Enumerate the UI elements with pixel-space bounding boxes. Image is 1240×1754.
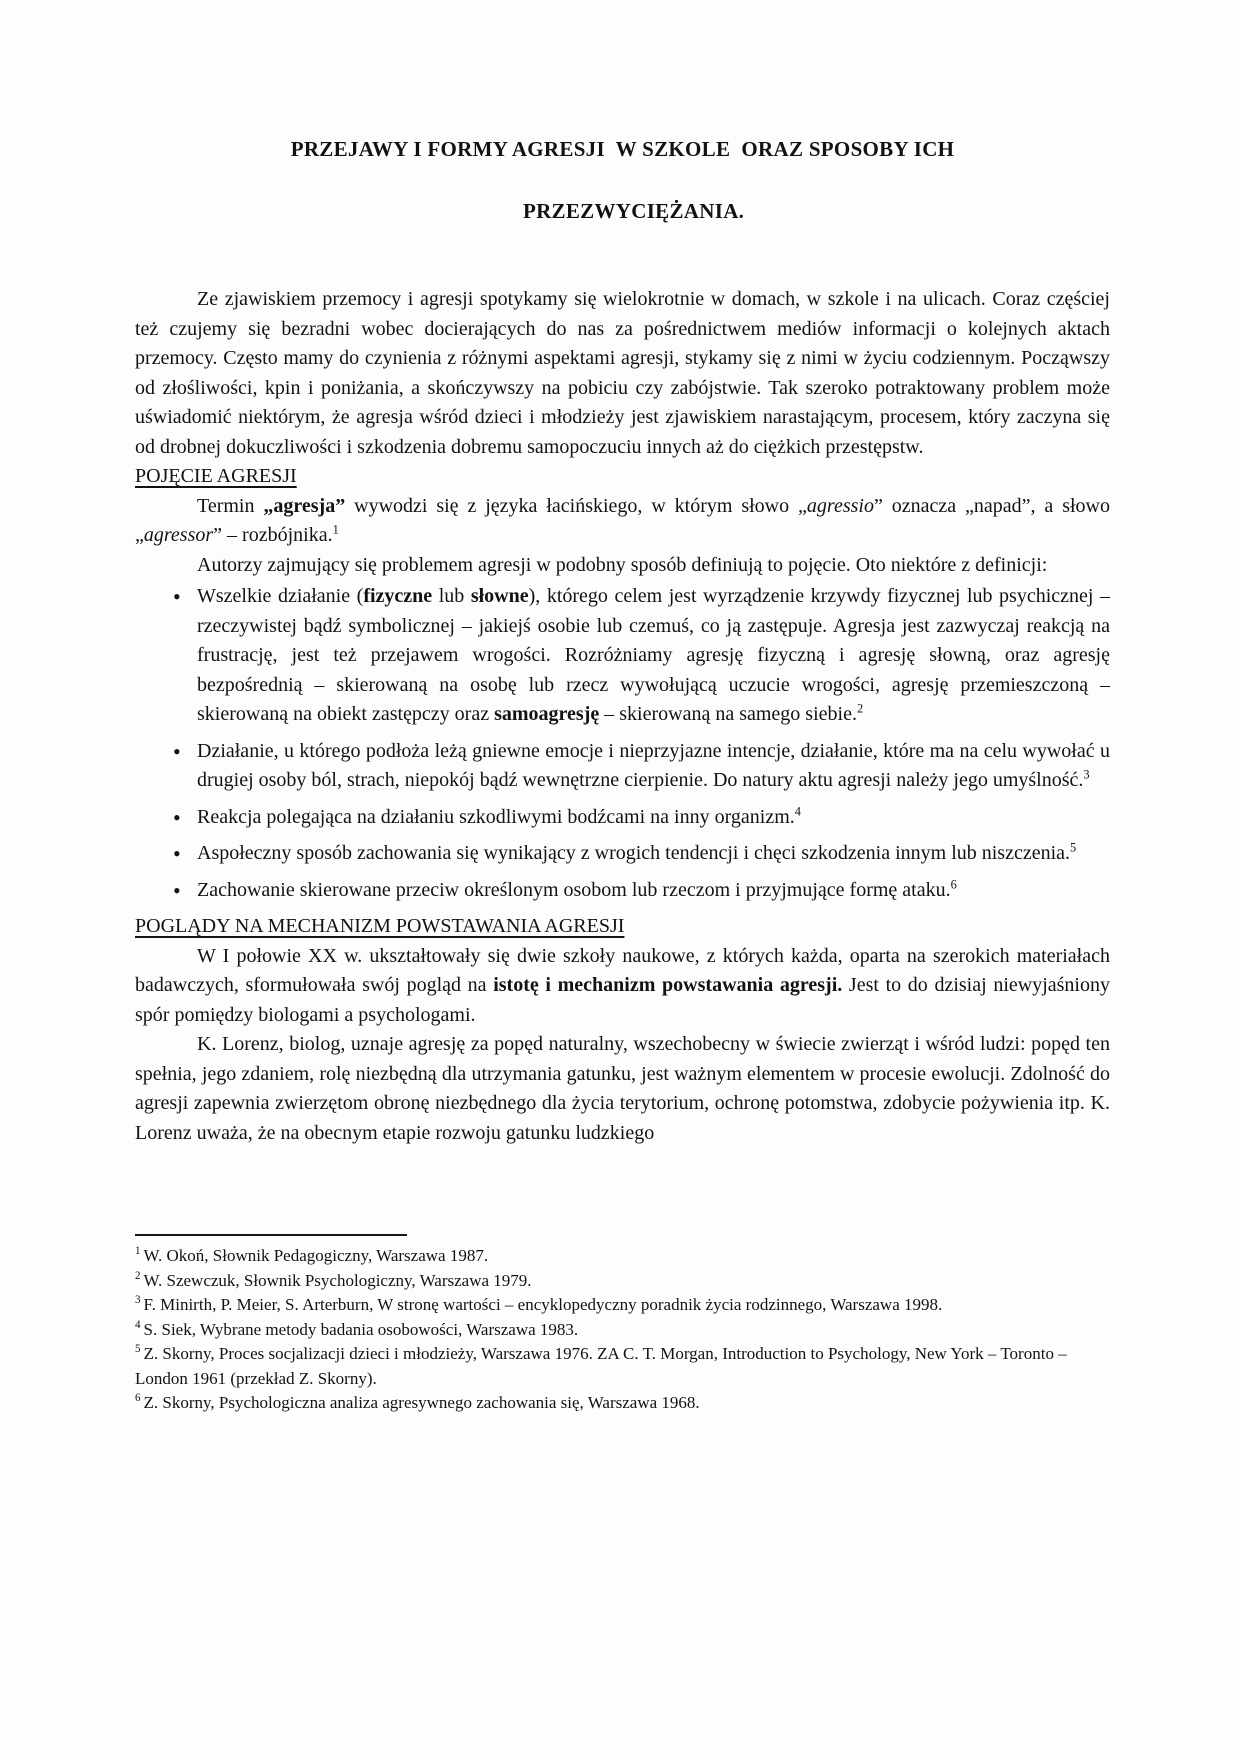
text-run: Jest to do dzisiaj niewyjaśniony spór pomiędzy biologami a psychologami. xyxy=(135,974,1110,1026)
footnote-4 xyxy=(135,1318,1110,1343)
footnote-1 xyxy=(135,1244,1110,1269)
footnote-reference: 5 xyxy=(1070,840,1077,855)
list-item xyxy=(173,803,1110,833)
text-run: Działanie, u którego podłoża leżą gniewne emocje i nieprzyjazne intencje, działanie, które ma na celu wywołać u drugiej osoby ból, strach, niepokój bądź wewnętrzne cierpienie. Do natury aktu agresji należy jego umyślność. xyxy=(197,739,1110,791)
footnote-number: 2 xyxy=(135,1269,141,1282)
footnote-text: Z. Skorny, Proces socjalizacji dzieci i młodzieży, Warszawa 1976. ZA C. T. Morgan, Introduction to Psychology, New York – Toronto – London 1961 (przekład Z. Skorny). xyxy=(135,1344,1067,1388)
text-run: W I połowie XX w. ukształtowały się dwie szkoły naukowe, z których każda, oparta na szerokich materiałach badawczych, sformułowała swój pogląd na xyxy=(135,944,1110,996)
paragraph-autorzy xyxy=(135,551,1110,581)
footnote-text: F. Minirth, P. Meier, S. Arterburn, W stronę wartości – encyklopedyczny poradnik życia rodzinnego, Warszawa 1998. xyxy=(143,1295,943,1314)
footnote-number: 6 xyxy=(135,1392,141,1405)
footnote-number: 5 xyxy=(135,1343,141,1356)
paragraph-intro xyxy=(135,285,1110,462)
footnote-number: 1 xyxy=(135,1245,141,1258)
text-run: fizyczne xyxy=(363,585,433,607)
text-run: lub xyxy=(432,585,471,607)
list-item xyxy=(173,582,1110,730)
text-run: Wszelkie działanie ( xyxy=(197,585,364,607)
footnote-reference: 2 xyxy=(856,701,864,716)
text-run: K. Lorenz, biolog, uznaje agresję za popęd naturalny, wszechobecny w świecie zwierząt i wśród ludzi: popęd ten spełnia, jego zdaniem, rolę niezbędną dla utrzymania gatunku, jest ważnym elementem w procesie ewolucji. Zdolność do agresji zapewnia zwierzętom obronę niezbędnego dla życia terytorium, ochronę potomstwa, zdobycie pożywienia itp. K. Lorenz uważa, że na obecnym etapie rozwoju gatunku ludzkiego xyxy=(135,1033,1110,1144)
definition-list xyxy=(135,582,1110,905)
text-run: ” oznacza „napad”, a słowo „ xyxy=(135,494,1110,546)
text-run: ), którego celem jest wyrządzenie krzywdy fizycznej lub psychicznej – rzeczywistej bądź symbolicznej – jakiejś osobie lub czemuś, co ją zastępuje. Agresja jest zazwyczaj reakcją na frustrację, jest też przejawem wrogości. Rozróżniamy agresję fizyczną i agresję słowną, oraz agresję bezpośrednią – skierowaną na osobę lub rzecz wywołującą uczucie wrogości, agresję przemieszczoną – skierowaną na obiekt zastępczy oraz xyxy=(197,585,1110,725)
footnotes-section xyxy=(135,1234,1110,1416)
footnote-text: S. Siek, Wybrane metody badania osobowości, Warszawa 1983. xyxy=(143,1319,579,1339)
list-item xyxy=(173,737,1110,796)
footnote-reference: 6 xyxy=(950,876,957,891)
text-run: Termin xyxy=(197,494,264,517)
footnote-reference: 3 xyxy=(1083,767,1090,782)
text-run: istotę i mechanizm powstawania agresji. xyxy=(493,974,843,996)
list-item xyxy=(173,839,1110,869)
text-run: ” – rozbójnika. xyxy=(213,524,333,546)
footnote-reference: 4 xyxy=(794,803,801,818)
paragraph-lorenz xyxy=(135,1030,1110,1148)
footnote-6 xyxy=(135,1391,1110,1416)
footnote-text: W. Szewczuk, Słownik Psychologiczny, Warszawa 1979. xyxy=(143,1270,532,1290)
footnote-5 xyxy=(135,1342,1110,1391)
paragraph-szkoly xyxy=(135,942,1110,1031)
page-title-line1: PRZEJAWY I FORMY AGRESJI W SZKOLE ORAZ SPOSOBY ICH xyxy=(290,137,955,161)
text-run: Aspołeczny sposób zachowania się wynikający z wrogich tendencji i chęci szkodzenia innym lub niszczenia. xyxy=(197,842,1071,864)
footnote-number: 4 xyxy=(135,1318,141,1331)
text-run: Zachowanie skierowane przeciw określonym osobom lub rzeczom i przyjmujące formę ataku. xyxy=(197,878,951,901)
footnote-reference: 1 xyxy=(332,522,339,537)
paragraph-termin xyxy=(135,492,1110,551)
footnote-2 xyxy=(135,1269,1110,1294)
page-title-line2: PRZEZWYCIĘŻANIA. xyxy=(522,199,745,223)
text-run: – skierowaną na samego siebie. xyxy=(599,703,857,725)
text-run: słowne xyxy=(470,585,529,607)
footnote-separator xyxy=(135,1234,407,1236)
document-body xyxy=(135,285,1110,1148)
text-run: wywodzi się z języka łacińskiego, w którym słowo „ xyxy=(345,494,807,517)
page-title xyxy=(135,134,1110,258)
text-run: agressio xyxy=(806,494,874,517)
footnote-3 xyxy=(135,1293,1110,1318)
list-item xyxy=(173,876,1110,906)
footnote-text: Z. Skorny, Psychologiczna analiza agresywnego zachowania się, Warszawa 1968. xyxy=(143,1393,700,1412)
text-run: samoagresję xyxy=(494,703,600,725)
text-run: Autorzy zajmujący się problemem agresji w podobny sposób definiują to pojęcie. Oto niektóre z definicji: xyxy=(197,553,1048,576)
text-run: agressor xyxy=(143,524,214,546)
text-run: Ze zjawiskiem przemocy i agresji spotykamy się wielokrotnie w domach, w szkole i na ulicach. Coraz częściej też czujemy się bezradni wobec docierających do nas za pośrednictwem mediów informacji o kolejnych aktach przemocy. Często mamy do czynienia z różnymi aspektami agresji, stykamy się z nimi w życiu codziennym. Począwszy od złośliwości, kpin i poniżania, a skończywszy na pobiciu czy zabójstwie. Tak szeroko potraktowany problem może uświadomić niektórym, że agresja wśród dzieci i młodzieży jest zjawiskiem narastającym, procesem, który zaczyna się od drobnej dokuczliwości i szkodzenia dobremu samopoczuciu innych aż do ciężkich przestępstw. xyxy=(135,288,1110,458)
footnote-text: W. Okoń, Słownik Pedagogiczny, Warszawa 1987. xyxy=(143,1246,489,1265)
text-run: Reakcja polegająca na działaniu szkodliwymi bodźcami na inny organizm. xyxy=(197,805,795,828)
section-heading-pojecie-agresji: POJĘCIE AGRESJI xyxy=(135,465,297,487)
section-heading-poglady: POGLĄDY NA MECHANIZM POWSTAWANIA AGRESJI xyxy=(135,915,625,937)
footnote-number: 3 xyxy=(135,1294,141,1307)
text-run: „agresja” xyxy=(263,494,346,517)
